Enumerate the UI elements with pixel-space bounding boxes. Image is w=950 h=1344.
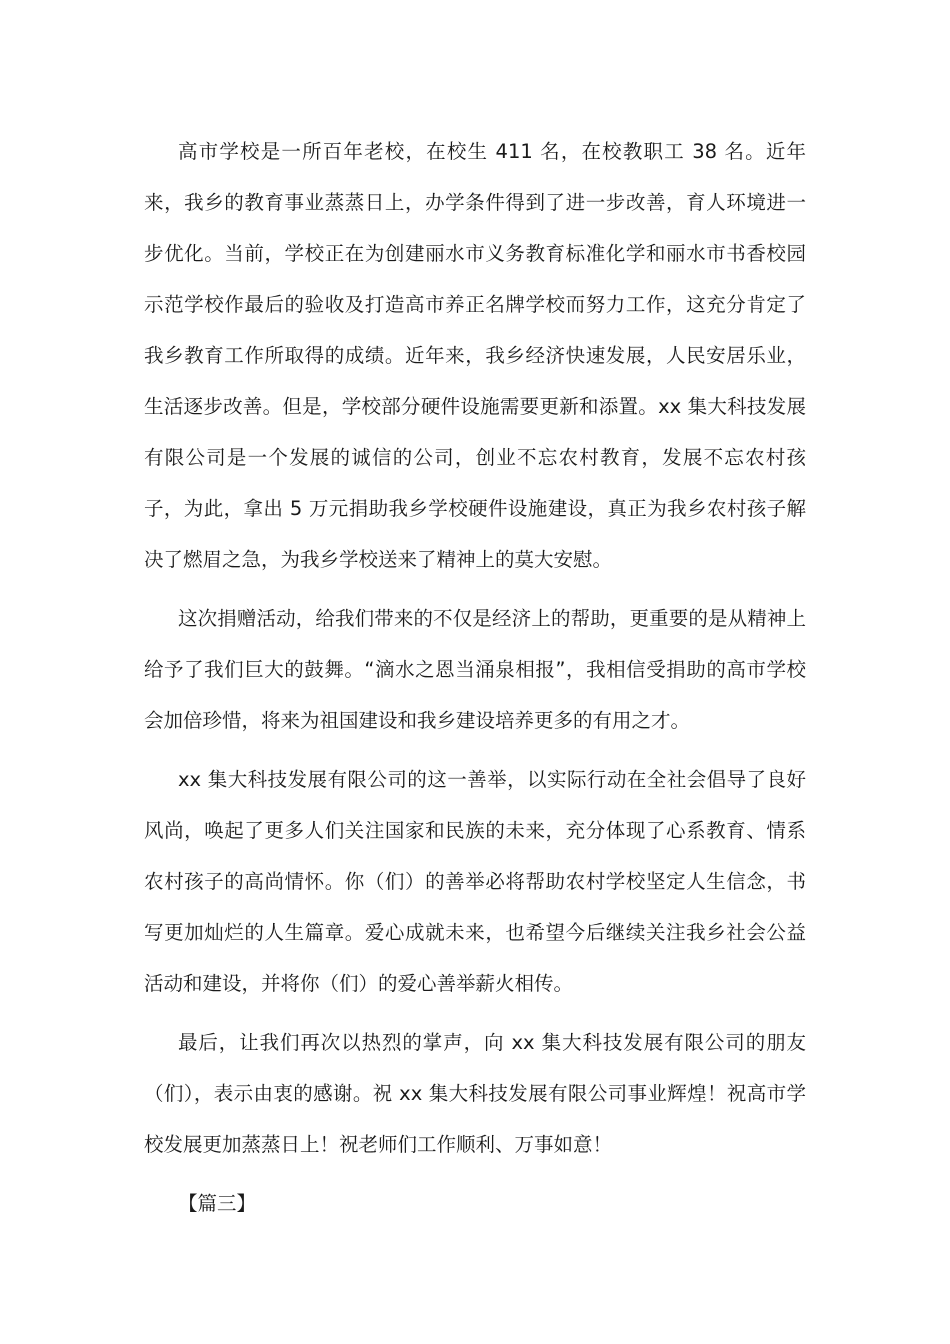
paragraph-school-intro: 高市学校是一所百年老校，在校生 411 名，在校教职工 38 名。近年来，我乡的教育事业蒸蒸日上，办学条件得到了进一步改善，育人环境进一步优化。当前，学校正在为创建丽水市义务教育标准化学和丽水市书香校园示范学校作最后的验收及打造高市养正名牌学校而努力工作，这充分肯定了我乡教育工作所取得的成绩。近年来，我乡经济快速发展，人民安居乐业，生活逐步改善。但是，学校部分硬件设施需要更新和添置。xx 集大科技发展有限公司是一个发展的诚信的公司，创业不忘农村教育，发展不忘农村孩子，为此，拿出 5 万元捐助我乡学校硬件设施建设，真正为我乡农村孩子解决了燃眉之急，为我乡学校送来了精神上的莫大安慰。	[144, 140, 806, 571]
paragraph-company-praise: xx 集大科技发展有限公司的这一善举，以实际行动在全社会倡导了良好风尚，唤起了更多人们关注国家和民族的未来，充分体现了心系教育、情系农村孩子的高尚情怀。你（们）的善举必将帮助农村学校坚定人生信念，书写更加灿烂的人生篇章。爱心成就未来，也希望今后继续关注我乡社会公益活动和建设，并将你（们）的爱心善举薪火相传。	[144, 768, 806, 995]
section-heading: 【篇三】	[178, 1192, 257, 1215]
paragraph-closing-thanks: 最后，让我们再次以热烈的掌声，向 xx 集大科技发展有限公司的朋友（们），表示由衷的感谢。祝 xx 集大科技发展有限公司事业辉煌！祝高市学校发展更加蒸蒸日上！祝老师们工作顺利、万事如意！	[144, 1031, 806, 1156]
paragraph-donation-impact: 这次捐赠活动，给我们带来的不仅是经济上的帮助，更重要的是从精神上给予了我们巨大的鼓舞。“滴水之恩当涌泉相报”，我相信受捐助的高市学校会加倍珍惜，将来为祖国建设和我乡建设培养更多的有用之才。	[144, 607, 806, 732]
document-page	[144, 126, 806, 1229]
